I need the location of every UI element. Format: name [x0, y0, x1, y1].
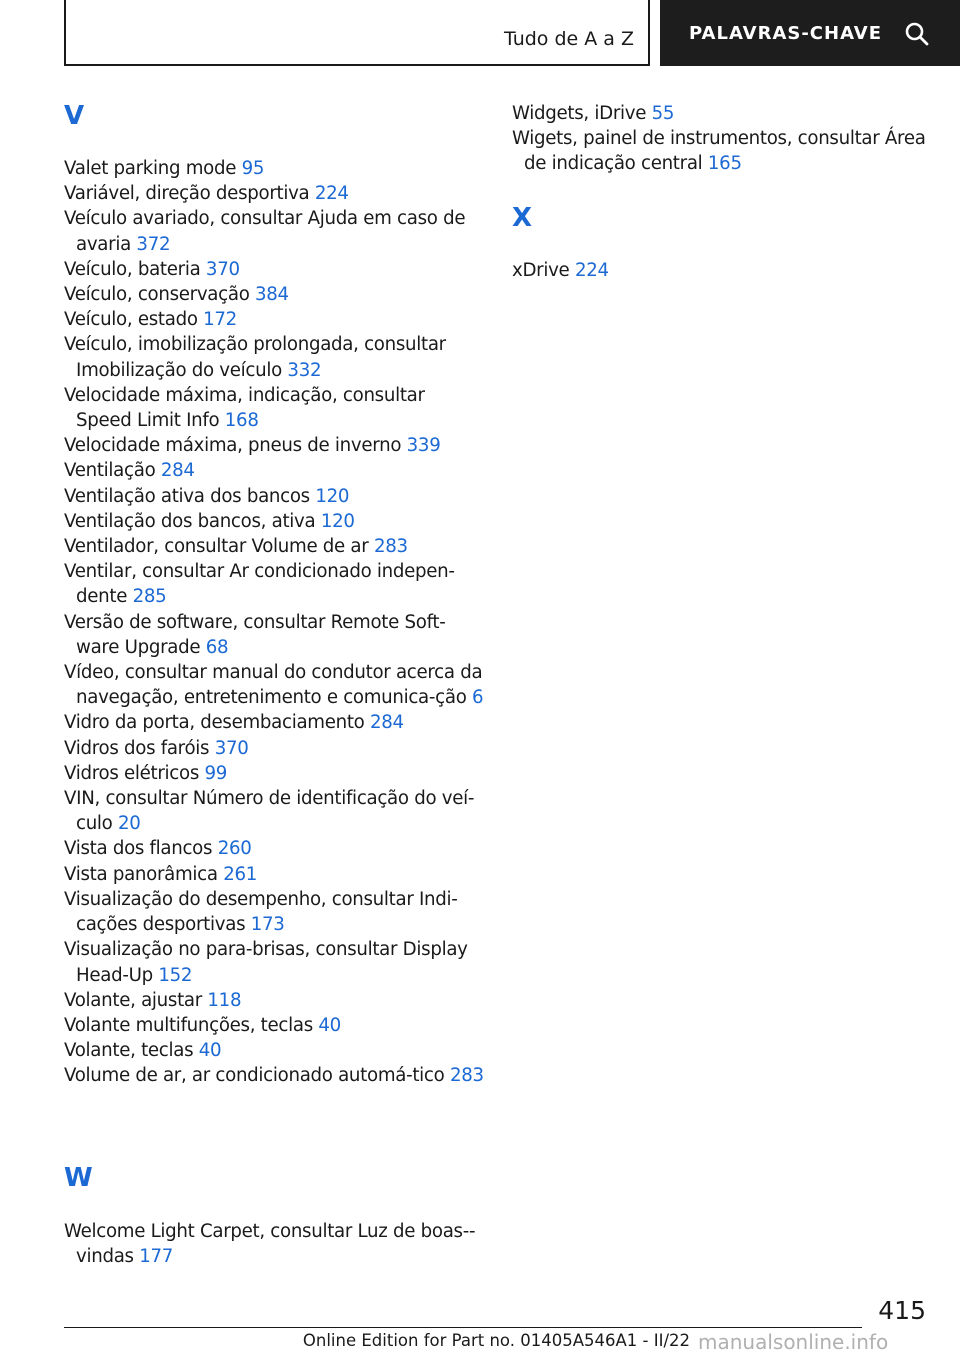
index-entry	[64, 206, 484, 256]
page-link[interactable]: 120	[320, 510, 355, 532]
index-entry	[64, 257, 484, 282]
index-list-w	[64, 1219, 484, 1269]
index-entry	[64, 610, 484, 660]
page-link[interactable]: 260	[217, 838, 252, 860]
entry-text: Vista panorâmica	[64, 863, 218, 885]
page-link[interactable]: 372	[136, 233, 171, 255]
index-entry	[512, 126, 932, 176]
index-entry	[64, 887, 484, 937]
index-entry	[64, 332, 484, 382]
entry-text: Veículo, estado	[64, 309, 198, 331]
header-frame	[64, 0, 650, 66]
search-icon[interactable]	[904, 21, 930, 47]
index-entry	[64, 660, 484, 710]
page-link[interactable]: 6	[472, 687, 484, 709]
index-entry	[64, 1063, 484, 1088]
entry-text: Volante multifunções, teclas	[64, 1014, 313, 1036]
entry-text: Ventilação	[64, 460, 156, 482]
page-link[interactable]: 285	[132, 586, 167, 608]
edition-label: Online Edition for Part no. 01405A546A1 - II/22	[302, 1331, 690, 1350]
page-link[interactable]: 172	[203, 309, 237, 331]
page-link[interactable]: 261	[223, 863, 258, 885]
index-list-w-continued	[512, 101, 932, 177]
page-link[interactable]: 99	[204, 762, 228, 784]
entry-text: Versão de software, consultar Remote Soft-ware Upgrade	[64, 611, 446, 658]
entry-text: Vidros dos faróis	[64, 737, 210, 759]
entry-text: Velocidade máxima, pneus de inverno	[64, 435, 402, 457]
entry-text: VIN, consultar Número de identificação do veí-culo	[64, 788, 475, 835]
tab-a-to-z[interactable]: Tudo de A a Z	[503, 28, 634, 50]
index-entry	[64, 484, 484, 509]
entry-text: Volume de ar, ar condicionado automá-tico	[64, 1065, 445, 1087]
entry-text: Welcome Light Carpet, consultar Luz de boas--vindas	[64, 1221, 476, 1268]
entry-text: Volante, teclas	[64, 1040, 194, 1062]
index-list-v	[64, 156, 484, 1089]
section-letter-w: W	[64, 1163, 93, 1193]
index-entry	[64, 761, 484, 786]
entry-text: Vidros elétricos	[64, 762, 199, 784]
entry-text: Widgets, iDrive	[512, 103, 647, 124]
page-link[interactable]: 168	[224, 410, 259, 432]
entry-text: Veículo, conservação	[64, 284, 250, 306]
page-link[interactable]: 55	[651, 103, 675, 124]
page-link[interactable]: 224	[314, 183, 349, 205]
keywords-label: PALAVRAS-CHAVE	[689, 22, 883, 44]
watermark: manualsonline.info	[698, 1330, 889, 1354]
entry-text: Valet parking mode	[64, 158, 237, 179]
page-link[interactable]: 283	[449, 1065, 484, 1087]
index-entry	[64, 282, 484, 307]
index-entry	[64, 1219, 484, 1269]
index-entry	[512, 258, 609, 283]
page-link[interactable]: 283	[373, 536, 408, 558]
entry-text: Ventilador, consultar Volume de ar	[64, 536, 369, 558]
keywords-tab[interactable]	[660, 0, 960, 66]
index-entry	[512, 101, 932, 126]
page-link[interactable]: 339	[406, 435, 441, 457]
index-list-x	[512, 258, 609, 283]
index-entry	[64, 156, 484, 181]
index-entry	[64, 307, 484, 332]
index-entry	[64, 1013, 484, 1038]
page-link[interactable]: 370	[205, 258, 240, 280]
page-link[interactable]: 384	[255, 284, 289, 306]
entry-text: Wigets, painel de instrumentos, consultar Área de indicação central	[512, 128, 926, 175]
footer-divider	[64, 1327, 862, 1328]
page-link[interactable]: 284	[160, 460, 195, 482]
page-link[interactable]: 118	[207, 989, 242, 1011]
entry-text: Ventilação ativa dos bancos	[64, 485, 310, 507]
index-entry	[64, 988, 484, 1013]
entry-text: Veículo avariado, consultar Ajuda em caso de avaria	[64, 208, 466, 255]
page-link[interactable]: 224	[574, 260, 609, 281]
entry-text: xDrive	[512, 260, 570, 281]
page-link[interactable]: 284	[369, 712, 404, 734]
index-entry	[64, 786, 484, 836]
page-link[interactable]: 332	[287, 359, 322, 381]
entry-text: Variável, direção desportiva	[64, 183, 310, 205]
section-letter-x: X	[512, 203, 533, 233]
page-link[interactable]: 165	[707, 153, 742, 175]
page-link[interactable]: 370	[214, 737, 249, 759]
entry-text: Vídeo, consultar manual do condutor acerca da navegação, entretenimento e comunica-ção	[64, 662, 483, 709]
page-link[interactable]: 152	[158, 964, 193, 986]
page-link[interactable]: 68	[205, 636, 229, 658]
index-entry	[64, 534, 484, 559]
index-entry	[64, 862, 484, 887]
page-link[interactable]: 120	[315, 485, 350, 507]
entry-text: Ventilação dos bancos, ativa	[64, 510, 316, 532]
entry-text: Vista dos flancos	[64, 838, 213, 860]
page-link[interactable]: 95	[241, 158, 265, 179]
section-letter-v: V	[64, 101, 85, 131]
index-entry	[64, 458, 484, 483]
entry-text: Visualização no para-brisas, consultar Display Head-Up	[64, 939, 468, 986]
entry-text: Velocidade máxima, indicação, consultar Speed Limit Info	[64, 384, 425, 432]
page-link[interactable]: 40	[198, 1040, 222, 1062]
page-link[interactable]: 40	[318, 1014, 341, 1036]
entry-text: Veículo, imobilização prolongada, consultar Imobilização do veículo	[64, 334, 446, 381]
index-entry	[64, 836, 484, 861]
page-link[interactable]: 177	[139, 1246, 174, 1268]
index-entry	[64, 736, 484, 761]
index-entry	[64, 433, 484, 458]
index-entry	[64, 383, 484, 433]
entry-text: Ventilar, consultar Ar condicionado indepen-dente	[64, 561, 455, 608]
entry-text: Vidro da porta, desembaciamento	[64, 712, 365, 734]
index-entry	[64, 509, 484, 534]
entry-text: Volante, ajustar	[64, 989, 202, 1011]
page-link[interactable]: 20	[118, 813, 141, 835]
entry-text: Veículo, bateria	[64, 258, 201, 280]
index-entry	[64, 181, 484, 206]
index-entry	[64, 559, 484, 609]
index-entry	[64, 937, 484, 987]
index-entry	[64, 1038, 484, 1063]
page-link[interactable]: 173	[250, 914, 285, 936]
page-number: 415	[878, 1296, 926, 1325]
entry-text: Visualização do desempenho, consultar Indi-cações desportivas	[64, 888, 458, 936]
index-entry	[64, 710, 484, 735]
